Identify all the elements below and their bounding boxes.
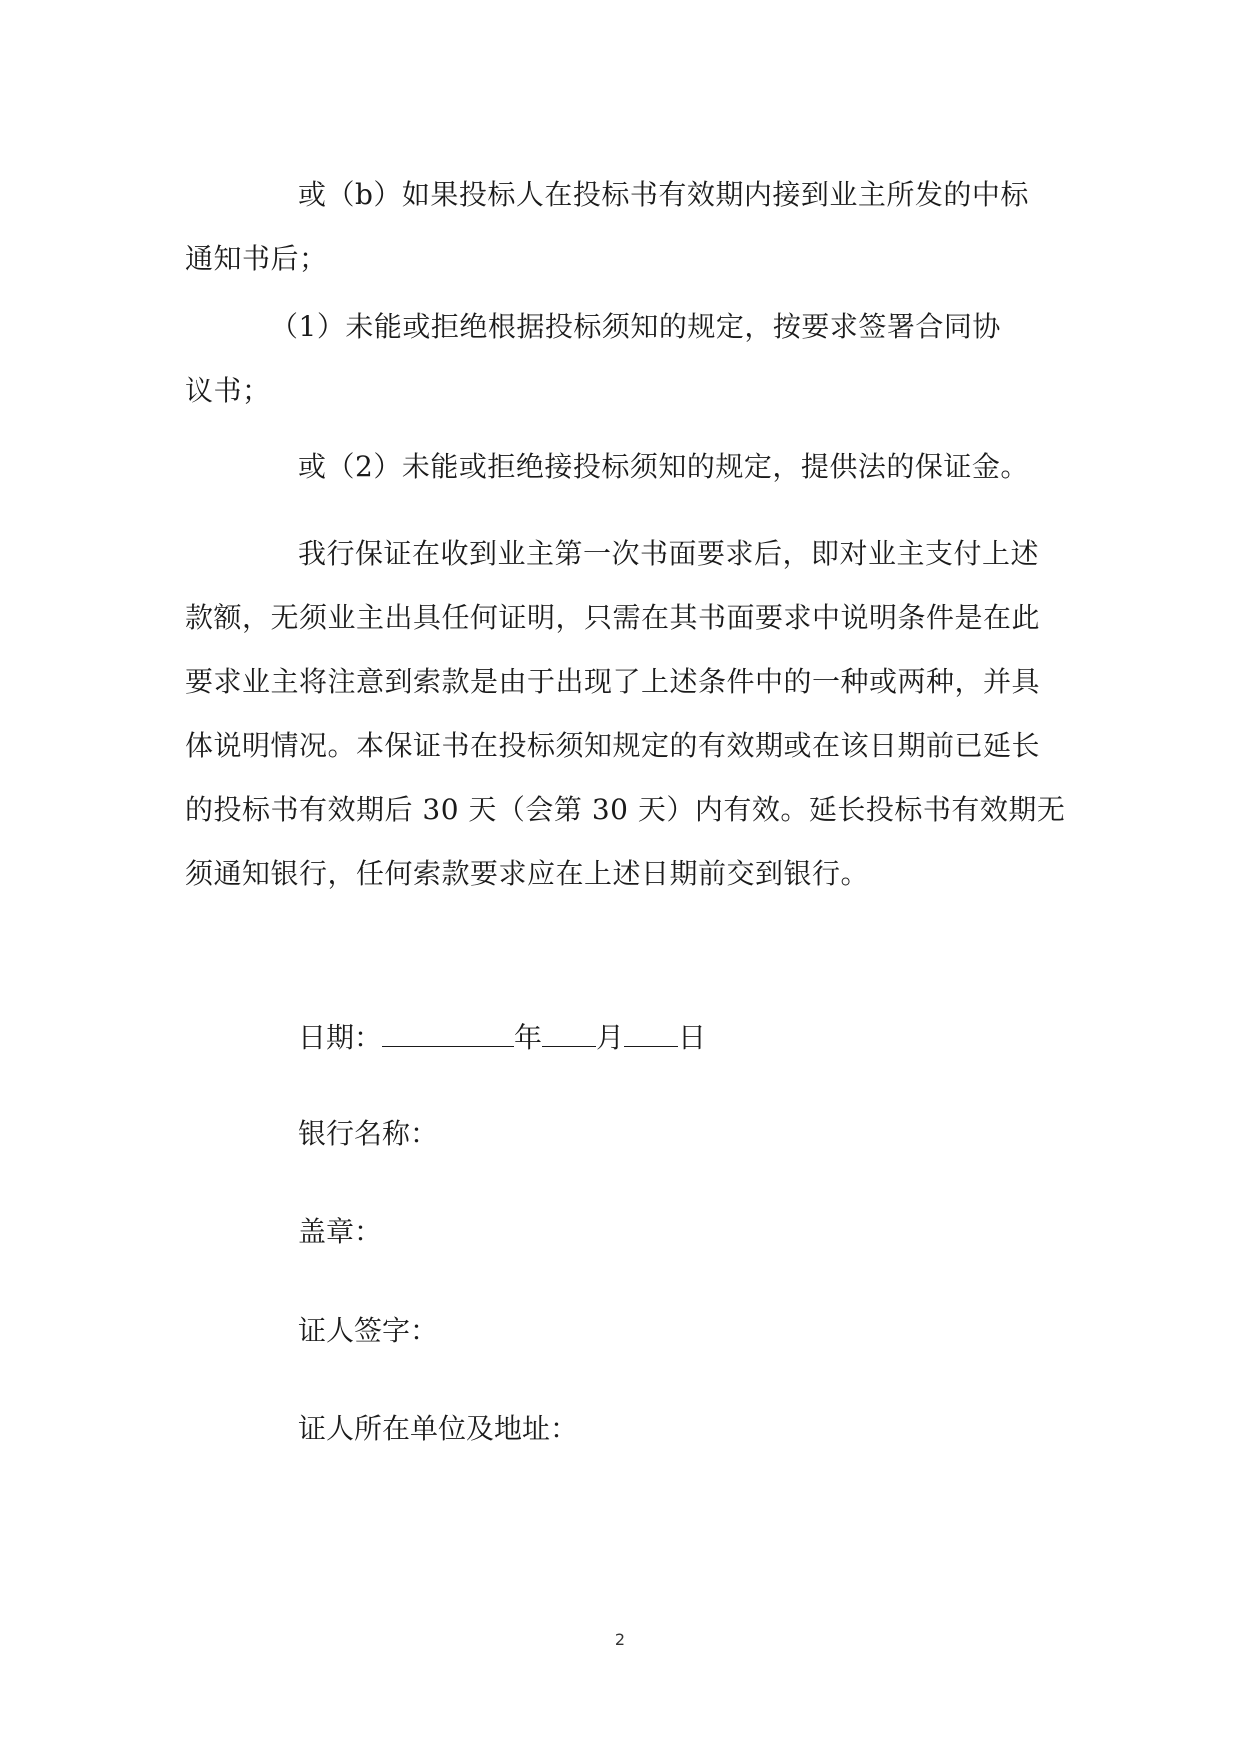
page-number: 2	[614, 1630, 626, 1649]
day-blank	[624, 1016, 678, 1047]
paragraph-item-1	[185, 295, 1065, 423]
year-label: 年	[514, 1021, 543, 1054]
paragraph-line: 或（2）未能或拒绝接投标须知的规定，提供法的保证金。	[298, 450, 1029, 483]
date-field	[298, 1016, 706, 1058]
paragraph-line: 的投标书有效期后 30 天（会第 30 天）内有效。延长投标书有效期无	[185, 793, 1066, 826]
paragraph-line: 款额，无须业主出具任何证明，只需在其书面要求中说明条件是在此	[185, 601, 1041, 634]
paragraph-line: 通知书后；	[185, 242, 328, 275]
day-label: 日	[678, 1021, 707, 1054]
witness-address-field: 证人所在单位及地址：	[298, 1412, 579, 1445]
paragraph-condition-b	[185, 163, 1065, 291]
paragraph-line: 须通知银行，任何索款要求应在上述日期前交到银行。	[185, 857, 870, 890]
paragraph-line: 体说明情况。本保证书在投标须知规定的有效期或在该日期前已延长	[185, 729, 1041, 762]
year-blank	[382, 1016, 514, 1047]
paragraph-item-2	[185, 435, 1065, 499]
paragraph-line: 我行保证在收到业主第一次书面要求后，即对业主支付上述	[298, 537, 1040, 570]
month-blank	[542, 1016, 596, 1047]
seal-field: 盖章：	[298, 1215, 383, 1248]
paragraph-line: 或（b）如果投标人在投标书有效期内接到业主所发的中标	[298, 178, 1029, 211]
paragraph-line: 要求业主将注意到索款是由于出现了上述条件中的一种或两种，并具	[185, 665, 1041, 698]
date-label: 日期：	[298, 1021, 383, 1054]
paragraph-guarantee-terms	[185, 522, 1065, 906]
month-label: 月	[596, 1021, 625, 1054]
paragraph-line: 议书；	[185, 374, 271, 407]
bank-name-field: 银行名称：	[298, 1117, 439, 1150]
witness-signature-field: 证人签字：	[298, 1314, 439, 1347]
paragraph-line: （1）未能或拒绝根据投标须知的规定，按要求签署合同协	[270, 310, 1001, 343]
